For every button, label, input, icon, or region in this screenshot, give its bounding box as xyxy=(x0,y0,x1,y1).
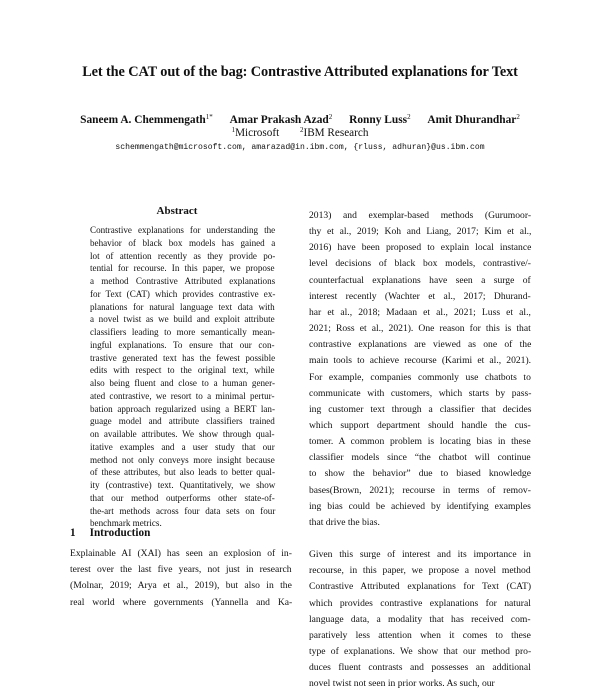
text-line: the-art methods across four data sets on four xyxy=(90,505,276,516)
text-line: ity (contrastive) text. Quantitatively, we show xyxy=(90,480,276,490)
author: Amar Prakash Azad$^2$ xyxy=(229,113,333,126)
section-heading-introduction xyxy=(70,527,150,539)
text-line: to show the behavior” due to biased knowledge xyxy=(309,468,531,480)
text-line: itative examples and a user study that our xyxy=(90,441,275,452)
text-line: that drive the bias. xyxy=(309,516,380,528)
affiliation: $^1$Microsoft xyxy=(231,126,280,139)
text-line: also being fluent and close to a human gener- xyxy=(90,378,275,388)
text-line: which provides contrastive explanations for natural xyxy=(309,597,531,609)
text-line: trastive generated text has the fewest possible xyxy=(90,352,276,363)
author-emails: schemmengath@microsoft.com, amarazad@in.ibm.com, {rluss, adhuran}@us.ibm.com xyxy=(115,143,485,152)
affiliation: $^2$IBM Research xyxy=(299,126,369,139)
text-line: method not only conveys more insight because xyxy=(90,454,275,465)
text-line: recourse, in this paper, we propose a novel method xyxy=(309,565,531,577)
text-line: 2016) have been proposed to explain local instance xyxy=(309,242,532,254)
text-line: ingful explanations. To ensure that our con- xyxy=(90,339,275,350)
section-number: 1 xyxy=(70,527,76,539)
text-line: Contrastive explanations for understanding the xyxy=(90,225,276,235)
text-line: Contrastive Attributed explanations for Text (CAT) xyxy=(309,581,532,593)
text-line: thy et al., 2019; Koh and Liang, 2017; Kim et al., xyxy=(309,226,532,238)
text-line: For example, companies commonly use chatbots to xyxy=(309,371,531,383)
text-line: novel twist not seen in prior works. As such, our xyxy=(309,678,495,690)
text-line: classifier models since “the chatbot will continue xyxy=(309,452,531,464)
text-line: real world where governments (Yannella and Ka- xyxy=(70,596,293,608)
text-line: edits with respect to the original text, while xyxy=(90,365,275,376)
text-line: contrastive explanations are viewed as one of the xyxy=(309,339,532,351)
author: Ronny Luss$^2$ xyxy=(349,113,411,126)
text-line: behavior of black box models has gained a xyxy=(90,237,276,248)
text-line: type of explanations. We show that our method pro- xyxy=(309,646,532,658)
author: Saneem A. Chemmengath$^{1*}$ xyxy=(80,113,213,126)
text-line: Given this surge of interest and its importance in xyxy=(309,549,531,561)
section-title: Introduction xyxy=(89,527,151,539)
text-line: ing customer text through a classifier that decides xyxy=(309,403,532,415)
author: Amit Dhurandhar$^2$ xyxy=(427,113,520,126)
text-line: ated contrastive, we resort to a minimal pertur- xyxy=(90,390,275,401)
text-line: a method Contrastive Attributed explanations xyxy=(90,276,276,286)
text-line: bases(Brown, 2021); recourse in terms of remov- xyxy=(309,484,531,496)
affiliations xyxy=(20,126,580,139)
text-line: main tools to achieve recourse (Karimi et al., 2021). xyxy=(309,355,532,367)
text-line: tential for recourse. In this paper, we propose xyxy=(90,263,275,274)
text-line: lot of attention recently as they provide po- xyxy=(90,250,276,261)
text-line: bation approach regularized using a BERT lan- xyxy=(90,403,276,414)
text-line: har et al., 2018; Madaan et al., 2021; Luss et al., xyxy=(309,306,531,318)
text-line: communicate with customers, which starts by pass- xyxy=(309,387,532,399)
text-line: (Molnar, 2019; Arya et al., 2019), but also in the xyxy=(70,580,292,592)
text-line: duces fluent contrasts and possesses an additional xyxy=(309,662,531,674)
text-line: counterfactual explanations have seen a surge of xyxy=(309,274,531,286)
text-line: classifiers leading to more semantically mean- xyxy=(90,327,275,337)
text-line: tomer. A common problem is locating bias in these xyxy=(309,436,531,448)
text-line: guage model and attribute classifiers trained xyxy=(90,416,275,427)
text-line: that our method outperforms other state-of- xyxy=(90,492,275,503)
author-list xyxy=(20,113,580,126)
abstract-heading: Abstract xyxy=(156,205,198,217)
text-line: a novel twist as we build and exploit attribute xyxy=(90,314,275,325)
text-line: Explainable AI (XAI) has seen an explosion of in- xyxy=(70,548,292,559)
text-line: benchmark metrics. xyxy=(90,518,162,529)
text-line: terest over the last five years, not just in research xyxy=(70,564,292,576)
text-line: on available attributes. We show through qual- xyxy=(90,429,275,439)
text-line: interest recently (Wachter et al., 2017; Dhurand- xyxy=(309,290,531,302)
paper-title: Let the CAT out of the bag: Contrastive Attributed explanations for Text xyxy=(82,64,518,80)
text-line: planations for natural language text data with xyxy=(90,301,275,312)
text-line: 2021; Ross et al., 2021). One reason for this is that xyxy=(309,323,531,335)
text-line: of these attributes, but also leads to better qual- xyxy=(90,467,275,478)
text-line: for Text (CAT) which provides contrastive ex- xyxy=(90,288,276,299)
text-line: 2013) and exemplar-based methods (Gurumoor- xyxy=(309,210,532,221)
text-line: level decisions of black box models, contrastive/- xyxy=(309,258,531,270)
text-line: ing bias could be achieved by identifying examples xyxy=(309,500,531,512)
text-line: paratively less attention when it comes to these xyxy=(309,629,531,641)
text-line: language data, a modality that has received com- xyxy=(309,613,531,625)
text-line: which support department should handle the cus- xyxy=(309,419,531,431)
